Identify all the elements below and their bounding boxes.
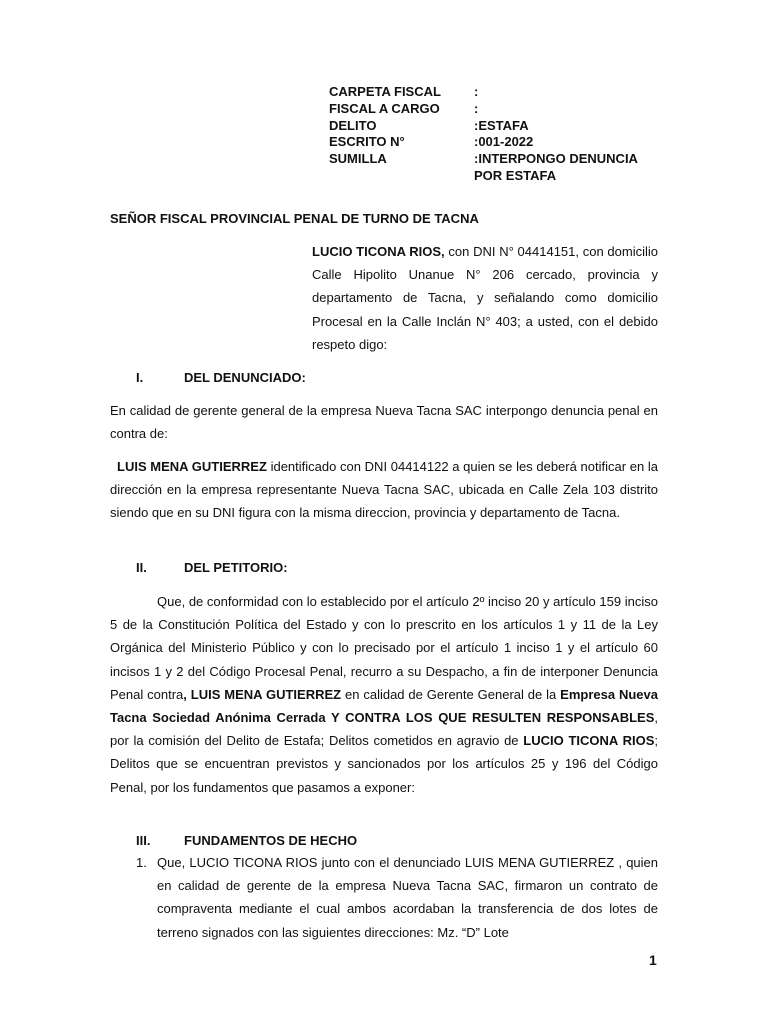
section1-paragraph-1: En calidad de gerente general de la empresa Nueva Tacna SAC interpongo denuncia penal en contra de:	[110, 403, 658, 442]
list-item-text: Que, LUCIO TICONA RIOS junto con el denunciado LUIS MENA GUTIERREZ , quien en calidad de gerente de la empresa Nueva Tacna SAC, firmaron un contrato de compraventa mediante el cual ambos acordaban la transferencia de dos lotes de terreno signados con las siguientes direcciones: Mz. “D” Lote	[157, 855, 658, 940]
header-row-sumilla	[329, 151, 669, 185]
header-key: ESCRITO N°	[329, 134, 405, 150]
section-title: FUNDAMENTOS DE HECHO	[184, 833, 358, 848]
petitorio-text-3: , por la comisión del Delito de Estafa; Delitos cometidos en agravio de	[110, 710, 658, 749]
intro-text: con DNI N° 04414151, con domicilio Calle Hipolito Unanue N° 206 cercado, provincia y departamento de Tacna, y señalando como domicilio Procesal en la Calle Inclán N° 403; a usted, con el debido respeto digo:	[312, 244, 658, 352]
section1-paragraph-2	[110, 455, 658, 525]
page-number: 1	[649, 952, 657, 968]
list-item	[136, 851, 658, 944]
header-key: FISCAL A CARGO	[329, 100, 440, 116]
header-value: :001-2022	[474, 134, 534, 150]
header-value: :	[474, 84, 479, 99]
petitorio-text-2: en calidad de Gerente General de la	[341, 686, 561, 702]
header-key: SUMILLA	[329, 151, 387, 167]
petitorio-victim: LUCIO TICONA RIOS	[523, 733, 655, 749]
section-title: DEL PETITORIO:	[184, 560, 288, 575]
addressee-heading: SEÑOR FISCAL PROVINCIAL PENAL DE TURNO DE TACNA	[110, 211, 479, 226]
header-value: :ESTAFA	[474, 117, 529, 133]
section-number: I.	[136, 370, 144, 385]
header-key: DELITO	[329, 117, 377, 133]
header-row-escrito	[329, 134, 669, 151]
intro-paragraph	[312, 240, 658, 356]
section-number: III.	[136, 833, 151, 848]
section1-paragraph-2-text: identificado con DNI 04414122 a quien se les deberá notificar en la dirección en la empresa representante Nueva Tacna SAC, ubicada en Calle Zela 103 distrito siendo que en su DNI figura con la misma direccion, provincia y departamento de Tacna.	[110, 459, 658, 521]
petitorio-company: Empresa Nueva Tacna Sociedad Anónima Cerrada Y CONTRA LOS QUE RESULTEN RESPONSABLES	[110, 686, 658, 726]
section-number: II.	[136, 560, 147, 575]
header-row-carpeta	[329, 84, 669, 101]
complainant-name: LUCIO TICONA RIOS,	[312, 244, 445, 259]
header-key: CARPETA FISCAL	[329, 84, 441, 99]
fundamentos-list	[136, 851, 658, 944]
section-title: DEL DENUNCIADO:	[184, 370, 306, 385]
petitorio-accused: , LUIS MENA GUTIERREZ	[183, 686, 342, 702]
header-value: :	[474, 100, 479, 116]
header-row-fiscal	[329, 101, 669, 118]
header-value: :INTERPONGO DENUNCIA POR ESTAFA	[474, 151, 638, 183]
case-header	[329, 84, 669, 185]
petitorio-paragraph	[110, 590, 658, 799]
accused-name: LUIS MENA GUTIERREZ	[117, 459, 267, 474]
petitorio-text-1: Que, de conformidad con lo establecido por el artículo 2º inciso 20 y artículo 159 inciso 5 de la Constitución Política del Estado y con lo prescrito en los artículos 1 y 11 de la Ley Orgánica del Ministerio Público y con lo precisado por el artículo 1 inciso 1 y el artículo 60 incisos 1 y 2 del Código Procesal Penal, recurro a su Despacho, a fin de interponer Denuncia Penal contra	[110, 594, 658, 702]
header-row-delito	[329, 118, 669, 135]
list-item-number: 1.	[136, 855, 147, 870]
petitorio-text-4: ; Delitos que se encuentran previstos y sancionados por los artículos 25 y 196 del Código Penal, por los fundamentos que pasamos a exponer:	[110, 733, 658, 795]
